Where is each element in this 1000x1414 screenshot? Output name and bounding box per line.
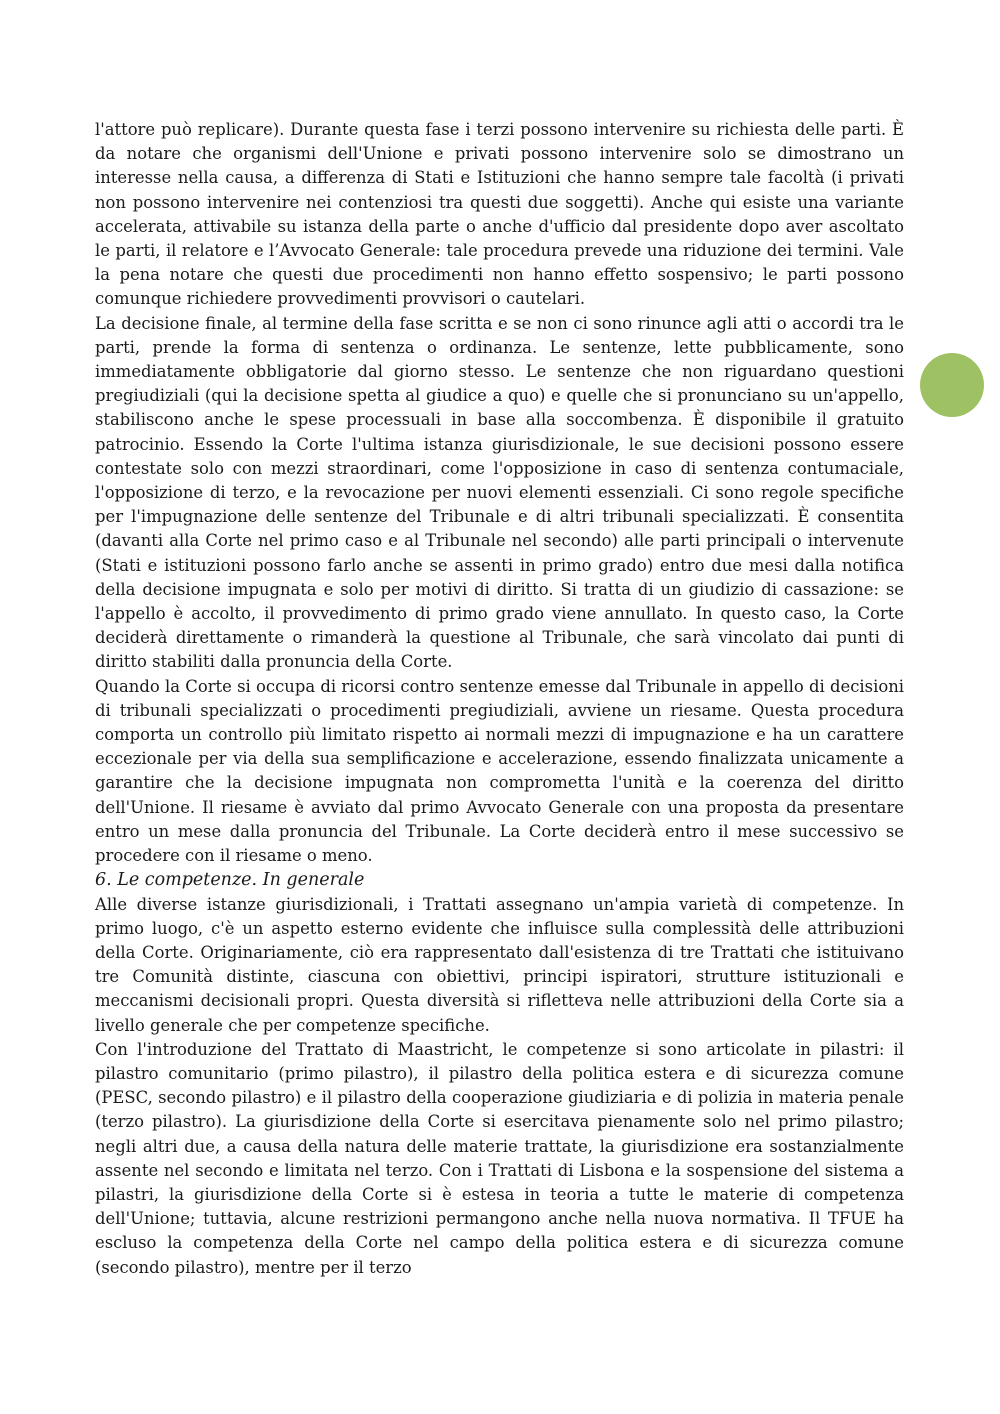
paragraph-maastricht-pillars: Con l'introduzione del Trattato di Maastricht, le competenze si sono articolate in pilastri: il pilastro comunitario (primo pilastro), il pilastro della politica estera e di sicurezza comune (PESC, secondo pilastro) e il pilastro della cooperazione giudiziaria e di polizia in materia penale (terzo pilastro). La giurisdizione della Corte si esercitava pienamente solo nel primo pilastro; negli altri due, a causa della natura delle materie trattate, la giurisdizione era sostanzialmente assente nel secondo e limitata nel terzo. Con i Trattati di Lisbona e la sospensione del sistema a pilastri, la giurisdizione della Corte si è estesa in teoria a tutte le materie di competenza dell'Unione; tuttavia, alcune restrizioni permangono anche nella nuova normativa. Il TFUE ha escluso la competenza della Corte nel campo della politica estera e di sicurezza comune (secondo pilastro), mentre per il terzo [95,1039,904,1277]
paragraph-final-decision: La decisione finale, al termine della fase scritta e se non ci sono rinunce agli atti o accordi tra le parti, prende la forma di sentenza o ordinanza. Le sentenze, lette pubblicamente, sono immediatamente obbligatorie dal giorno stesso. Le sentenze che non riguardano questioni pregiudiziali (qui la decisione spetta al giudice a quo) e quelle che si pronunciano su un'appello, stabiliscono anche le spese processuali in base alla soccombenza. È disponibile il gratuito patrocinio. Essendo la Corte l'ultima istanza giurisdizionale, le sue decisioni possono essere contestate solo con mezzi straordinari, come l'opposizione in caso di sentenza contumaciale, l'opposizione di terzo, e la revocazione per nuovi elementi essenziali. Ci sono regole specifiche per l'impugnazione delle sentenze del Tribunale e di altri tribunali specializzati. È consentita (davanti alla Corte nel primo caso e al Tribunale nel secondo) alle parti principali o intervenute (Stati e istituzioni possono farlo anche se assenti in primo grado) entro due mesi dalla notifica della decisione impugnata e solo per motivi di diritto. Si tratta di un giudizio di cassazione: se l'appello è accolto, il provvedimento di primo grado viene annullato. In questo caso, la Corte deciderà direttamente o rimanderà la questione al Tribunale, che sarà vincolato dai punti di diritto stabiliti dalla pronuncia della Corte. [95,313,904,672]
paragraph-intervention-procedure: l'attore può replicare). Durante questa fase i terzi possono intervenire su richiesta delle parti. È da notare che organismi dell'Unione e privati possono intervenire solo se dimostrano un interesse nella causa, a differenza di Stati e Istituzioni che hanno sempre tale facoltà (i privati non possono intervenire nei contenziosi tra questi due soggetti). Anche qui esiste una variante accelerata, attivabile su istanza della parte o anche d'ufficio dal presidente dopo aver ascoltato le parti, il relatore e l’Avvocato Generale: tale procedura prevede una riduzione dei termini. Vale la pena notare che questi due procedimenti non hanno effetto sospensivo; le parti possono comunque richiedere provvedimenti provvisori o cautelari. [95,120,904,309]
section-heading: 6. Le competenze. In generale [95,870,365,891]
document-page [95,118,904,1280]
paragraph-competences-intro: Alle diverse istanze giurisdizionali, i Trattati assegnano un'ampia varietà di competenze. In primo luogo, c'è un aspetto esterno evidente che influisce sulla complessità delle attribuzioni della Corte. Originariamente, ciò era rappresentato dall'esistenza di tre Trattati che istituivano tre Comunità distinte, ciascuna con obiettivi, principi ispiratori, strutture istituzionali e meccanismi decisionali propri. Questa diversità si rifletteva nelle attribuzioni della Corte sia a livello generale che per competenze specifiche. [95,894,904,1035]
page-marker-circle [920,353,984,417]
paragraph-review-procedure: Quando la Corte si occupa di ricorsi contro sentenze emesse dal Tribunale in appello di decisioni di tribunali specializzati o procedimenti pregiudiziali, avviene un riesame. Questa procedura comporta un controllo più limitato rispetto ai normali mezzi di impugnazione e ha un carattere eccezionale per via della sua semplificazione e accelerazione, essendo finalizzata unicamente a garantire che la decisione impugnata non comprometta l'unità e la coerenza del diritto dell'Unione. Il riesame è avviato dal primo Avvocato Generale con una proposta da presentare entro un mese dalla pronuncia del Tribunale. La Corte deciderà entro il mese successivo se procedere con il riesame o meno. [95,676,904,866]
